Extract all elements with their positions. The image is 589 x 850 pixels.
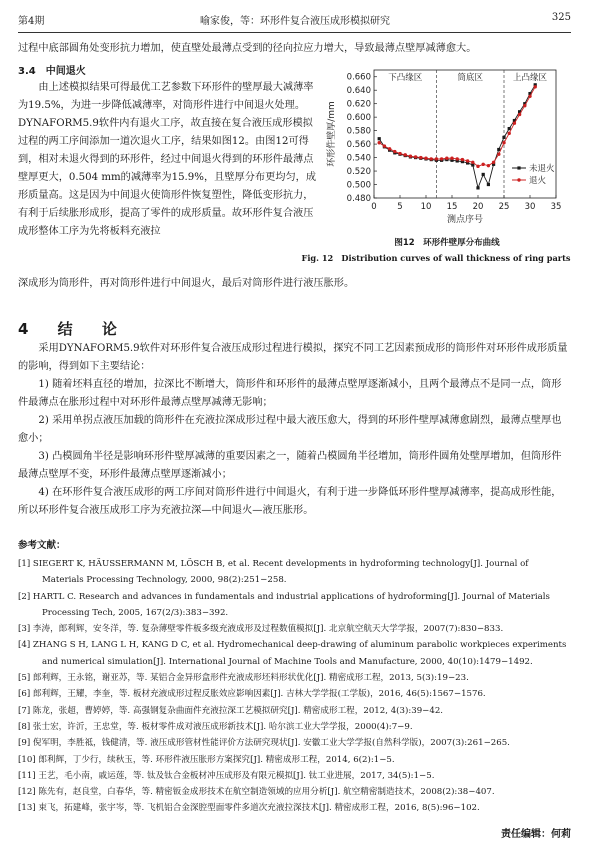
series-line-1 <box>379 87 535 166</box>
section-heading-3-4: 3.4 中间退火 <box>18 66 86 77</box>
x-tick-label: 10 <box>420 202 432 212</box>
conclusion-intro: 采用DYNAFORM5.9软件对环形件复合液压成形过程进行模拟，探究不同工艺因素预成形的筒形件对环形件成形质量的影响，得到如下主要结论： <box>18 343 568 372</box>
data-point-annealed <box>502 141 505 144</box>
reference-item: [7] 陈龙，张超，曹婷婷，等. 高强钢复杂曲面件充液拉深工艺模拟研究[J]. 精密成形工程，2012, 4(3):39−42. <box>18 705 444 716</box>
data-point-annealed <box>492 161 495 164</box>
data-point-annealed <box>414 155 417 158</box>
data-point-annealed <box>476 165 479 168</box>
y-tick-label: 0.560 <box>346 140 371 151</box>
data-point-annealed <box>393 150 396 153</box>
data-point-annealed <box>523 104 526 107</box>
data-point-unannealed <box>497 148 500 151</box>
x-tick-label: 35 <box>550 202 562 212</box>
y-tick-label: 0.580 <box>346 126 371 137</box>
paragraph-top: 过程中底部圆角处变形抗力增加，使直壁处最薄点受到的径向拉应力增大，导致最薄点壁厚减薄愈大。 <box>18 43 477 54</box>
data-point-annealed <box>440 157 443 160</box>
y-axis-label: 环形件壁厚/mm <box>327 101 337 167</box>
conclusion-point-3: 3) 凸模圆角半径是影响环形件壁厚减薄的重要因素之一，随着凸模圆角半径增加，筒形件圆角处壁厚增加，但筒形件最薄点壁厚不变，环形件最薄点壁厚逐渐减小； <box>18 451 562 480</box>
data-point-annealed <box>445 157 448 160</box>
page-number: 325 <box>551 12 571 23</box>
data-point-annealed <box>430 157 433 160</box>
legend-label: 退火 <box>529 176 547 186</box>
figure-caption-en: Fig. 12 Distribution curves of wall thickness of ring parts <box>301 253 571 263</box>
y-tick-label: 0.600 <box>346 113 371 124</box>
reference-item: [8] 张士宏，许沂，王忠堂，等. 板材零件成对液压成形新技术[J]. 哈尔滨工业大学学报，2000(4):7−9. <box>18 721 413 732</box>
data-point-unannealed <box>487 183 490 186</box>
data-point-annealed <box>528 95 531 98</box>
reference-list <box>18 556 571 817</box>
x-tick-label: 0 <box>371 202 377 212</box>
section-heading-4: 4 结 论 <box>18 320 129 338</box>
data-point-annealed <box>534 85 537 88</box>
reference-item: [12] 陈先有，赵良堂，白春华，等. 精密钣金成形技术在航空制造领域的应用分析[J]. 航空精密制造技术，2008(2):38−407. <box>18 787 495 798</box>
data-point-annealed <box>461 158 464 161</box>
conclusion-point-1: 1) 随着坯料直径的增加，拉深比不断增大，筒形件和环形件的最薄点壁厚逐渐减小，且两个最薄点不是同一点，筒形件最薄点在胀形过程中对环形件最薄点壁厚减薄无影响； <box>18 379 562 408</box>
data-point-unannealed <box>378 137 381 140</box>
reference-item: [2] HARTL C. Research and advances in fundamentals and industrial applications of hydroforming[J]. Journal of Materials Processing Tech, 2005, 167(2/3):383−392. <box>18 591 550 618</box>
y-tick-label: 0.500 <box>346 180 371 191</box>
reference-item: [3] 李涛，郎利辉，安冬洋，等. 复杂薄壁零件板多级充液成形及过程数值模拟[J]. 北京航空航天大学学报，2007(7):830−833. <box>18 624 504 635</box>
references-heading: 参考文献： <box>18 540 66 551</box>
issue-number: 第4期 <box>18 16 45 27</box>
reference-item: [13] 束飞，拓建峰，张宇岑，等. 飞机铝合金深腔型面零件多道次充液拉深技术[J]. 精密成形工程，2016, 8(5):96−102. <box>18 803 480 814</box>
y-tick-label: 0.480 <box>346 194 371 204</box>
reference-item: [5] 郎利辉，王永铭，谢亚苏，等. 某铝合金异形盒形件充液成形坯料形状优化[J]. 精密成形工程，2013, 5(3):19−23. <box>18 673 469 684</box>
running-title: 喻家俊，等：环形件复合液压成形模拟研究 <box>200 16 390 27</box>
x-tick-label: 30 <box>524 202 536 212</box>
data-point-annealed <box>383 144 386 147</box>
data-point-annealed <box>497 153 500 156</box>
region-label: 下凸缘区 <box>388 73 423 83</box>
data-point-annealed <box>466 159 469 162</box>
data-point-annealed <box>388 147 391 150</box>
responsible-editor: 责任编辑：何莉 <box>501 829 571 840</box>
figure-caption-cn: 图12 环形件壁厚分布曲线 <box>394 238 500 248</box>
legend-label: 未退火 <box>529 164 555 174</box>
data-point-annealed <box>409 155 412 158</box>
x-tick-label: 25 <box>498 202 510 212</box>
data-point-annealed <box>482 163 485 166</box>
section-3-4-body: 由上述模拟结果可得最优工艺参数下环形件的壁厚最大减薄率为19.5%，为进一步降低减薄率，对筒形件进行中间退火处理。DYNAFORM5.9软件内有退火工序，故直接在复合液压成形模拟过程的两工序间添加一道次退火工序，结果如图12。由图12可得到，相对未退火得到的环形件，经过中间退火得到的环形件最薄点壁厚更大，0.504 mm的减薄率为15.9%，且壁厚分布更均匀，成形质量高。这是因为中间退火使筒形件恢复塑性，降低变形抗力，有利于后续胀形成形，提高了零件的成形质量。故环形件复合液压成形整体工序为先将板料充液拉 <box>18 82 317 237</box>
data-point-annealed <box>508 132 511 135</box>
region-label: 上凸缘区 <box>512 73 548 83</box>
data-point-annealed <box>424 157 427 160</box>
data-point-annealed <box>419 156 422 159</box>
data-point-annealed <box>456 157 459 160</box>
reference-item: [4] ZHANG S H, LANG L H, KANG D C, et al. Hydromechanical deep-drawing of aluminum parabolic workpieces experiments and numerical simulation[J]. International Journal of Machine Tools and Manufacture, 2000, 40(10):1479−1492. <box>18 640 567 667</box>
data-point-annealed <box>471 161 474 164</box>
legend-marker <box>517 166 520 169</box>
x-tick-label: 5 <box>397 202 403 212</box>
series-line-0 <box>379 85 535 188</box>
x-axis-label: 测点序号 <box>446 215 484 225</box>
x-tick-label: 20 <box>472 202 484 212</box>
section-3-4-body-continued: 深成形为筒形件，再对筒形件进行中间退火，最后对筒形件进行液压胀形。 <box>18 278 355 289</box>
legend-marker <box>517 178 520 181</box>
data-point-unannealed <box>508 127 511 130</box>
conclusion-point-2: 2) 采用单拐点液压加载的筒形件在充液拉深成形过程中最大液压愈大，得到的环形件壁厚减薄愈剧烈，最薄点壁厚也愈小； <box>18 415 562 444</box>
y-tick-label: 0.660 <box>346 72 371 83</box>
data-point-annealed <box>378 141 381 144</box>
wall-thickness-chart <box>322 64 574 234</box>
reference-item: [11] 王艺，毛小南，戚运莲，等. 钛及钛合金板材冲压成形及有限元模拟[J]. 钛工业进展，2017, 34(5):1−5. <box>18 770 435 781</box>
data-point-annealed <box>487 164 490 167</box>
conclusion-point-4: 4) 在环形件复合液压成形的两工序间对筒形件进行中间退火，有利于进一步降低环形件壁厚减薄率，提高成形性能，所以环形件复合液压成形工序为充液拉深—中间退火—液压胀形。 <box>18 487 562 516</box>
data-point-annealed <box>435 157 438 160</box>
reference-item: [6] 郎利辉，王耀，李奎，等. 板材充液成形过程反胀效应影响因素[J]. 吉林大学学报(工学版)，2016, 46(5):1567−1576. <box>18 689 486 700</box>
data-point-annealed <box>450 157 453 160</box>
reference-item: [9] 倪军明，李胜祗，钱健清，等. 液压成形管材性能评价方法研究现状[J]. 安徽工业大学学报(自然科学版)，2007(3):261−265. <box>18 738 510 749</box>
y-tick-label: 0.540 <box>346 153 371 164</box>
region-label: 筒底区 <box>457 73 483 83</box>
data-point-unannealed <box>482 173 485 176</box>
data-point-annealed <box>513 122 516 125</box>
data-point-unannealed <box>502 136 505 139</box>
header-rule <box>18 32 571 33</box>
y-tick-label: 0.640 <box>346 86 371 97</box>
x-tick-label: 15 <box>446 202 458 212</box>
data-point-annealed <box>398 152 401 155</box>
data-point-annealed <box>518 113 521 116</box>
reference-item: [1] SIEGERT K, HÄUSSERMANN M, LÖSCH B, et al. Recent developments in hydroforming technology[J]. Journal of Materials Processing Technology, 2000, 98(2):251−258. <box>18 559 529 586</box>
reference-item: [10] 郎利辉，丁少行，续秋玉，等. 环形件液压胀形方案探究[J]. 精密成形工程，2014, 6(2):1−5. <box>18 754 395 765</box>
y-tick-label: 0.620 <box>346 99 371 110</box>
data-point-annealed <box>404 153 407 156</box>
data-point-unannealed <box>476 186 479 189</box>
running-header <box>18 12 571 28</box>
y-tick-label: 0.520 <box>346 167 371 178</box>
